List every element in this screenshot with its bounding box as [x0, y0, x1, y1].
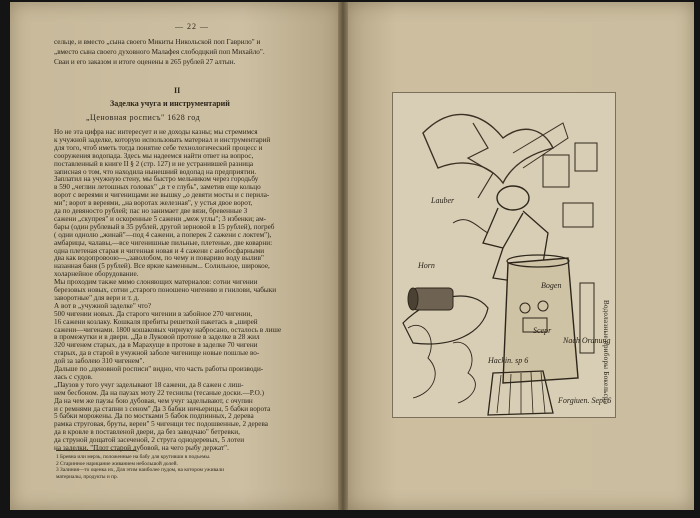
intro-line: Сваи и его заказом и итоге оценены в 265 рублей 27 алтын.: [54, 58, 236, 66]
body-line: одна плетеная старая и чигенная новая и 4 сажени с анебосфарными: [54, 246, 265, 255]
body-line: сажени—чигенами. 1800 кошаковых чирнуку набросано, осталось в лише: [54, 325, 282, 334]
body-line: Дальше по „ценовной росписи" видно, что часть работы производи-: [54, 365, 264, 373]
plate-label-bogen: Bogen: [541, 281, 562, 290]
body-line: ворот с вереями и чигенищами же вышку „о девяти мосты и с перила-: [54, 191, 270, 200]
book-gutter: [338, 2, 348, 510]
body-line: березовых новых, сотни „старого поношено чигению и гнилови, чабыки: [54, 286, 277, 294]
footnote-line: 1 Бревна или мерзь, положенные на бабу для крутивши в подъемы.: [56, 454, 211, 460]
intro-line: сельце, и вместо „сына своего Микиты Никольской поп Гаврило" и: [54, 38, 261, 46]
body-line: Да на чем же паузы бою дубовая, чем учуг заделывают, с очупин: [54, 396, 253, 405]
body-line: 5 бабки морожены. Да по мостками 5 бабок подпинных, 2 дерева: [54, 412, 254, 421]
body-line: для того, чтоб иметь тогда понятие себе технологический процесс и: [54, 143, 263, 152]
body-line: старых, да в старой в учужной заболе чигенище новые пошлые во-: [54, 349, 260, 358]
footnote-line: 3 Залиния—то оценка их, Для этим наиболее пудом, на котором уживали: [56, 467, 225, 474]
plate-label-nach-ordnung: Nach Ordnung: [563, 336, 611, 345]
body-line: на заделки, "Плот старой дубовой, на чего рыбу держат".: [54, 444, 229, 452]
body-line: амбарицы, чалавы,—все чигенишные пильные, плетеные, две коварни:: [54, 238, 273, 247]
body-line: „Паузов у того учуг заделывают 18 сажени, да 8 сажен с лиш-: [54, 380, 244, 389]
body-line: рамка струговая, бруты, вереи" 5 чигенщи тес подошвенные, 2 дерева: [54, 420, 268, 429]
body-line: 500 чигении новых. Да старого чигении в забойное 270 чигении,: [54, 309, 253, 318]
footnote-line: материалы, продукты и пр.: [56, 473, 118, 480]
intro-line: „вместо сына своего духовного Малафея слободцкий поп Михайло".: [54, 48, 265, 56]
body-line: сажени „скупрея" и оскоренные 5 сажени „меж углы"; 3 избенки; ам-: [54, 214, 267, 223]
chapter-number: II: [174, 86, 181, 95]
footnote-rule: [56, 450, 136, 451]
footnote-line: 2 Старинное нарицание живанием небольшой долей.: [56, 460, 178, 467]
plate-label-horn: Horn: [418, 261, 435, 270]
body-line: заворотные" для вери и т. д.: [54, 293, 140, 302]
page-number: — 22 —: [175, 22, 209, 31]
body-line: записная о том, что находила нынешний водопад на предприятии.: [54, 167, 257, 176]
plate-label-hackin: Hackin. sp 6: [488, 356, 529, 365]
body-line: и с ремнями да стапни з сеном" Да 3 бабки ничьерицы, 5 бабки ворота: [54, 404, 271, 413]
body-line: поставленный в книге II § 2 (стр. 127) и не устранившей разница: [54, 159, 254, 168]
body-line: да струной дощатой засеченой, 2 струга однодеревых, 5 лотеи: [54, 436, 245, 445]
plate-label-scepr: Scepr: [533, 326, 552, 335]
body-line: дой за заболею 310 чигенем".: [54, 357, 145, 366]
body-line: А вот в „учужной заделке" что?: [54, 301, 152, 310]
body-line: сооружения водопада. Здесь мы надеемся найти ответ на вопрос,: [54, 151, 254, 160]
body-line: нем бесбоном. Да на паузах моту 22 теснилы (тесаные доски.—Р.О.): [54, 388, 265, 397]
body-line: бары (один рублевый в 35 рублей, другой зерновой в 15 рублей), погреб: [54, 222, 275, 231]
body-line: ( одни однолю „жинай"—под 4 сажени, а поперек 2 сажени с локтем"),: [54, 230, 272, 239]
body-line: да в кровле в поставленой двери, да без заводчаю" бетревки,: [54, 428, 240, 437]
body-line: лась с судов.: [54, 372, 93, 381]
body-line: в 590 „чеглин летошных головах" „в т е глубь", заметив еще кольцо: [54, 183, 261, 192]
body-line: назанная баня (5 рублей). Все яркие каменным... Солильное, широкое,: [54, 262, 270, 271]
plate-label-lauber: Lauber: [431, 196, 455, 205]
body-line: в промежутки и в двери. „Да в Луковой протоне в заделке в 28 жил: [54, 333, 260, 342]
body-line: 320 чигенем старых, да в Марахуще в протоке в заделке 70 чигени: [54, 341, 258, 350]
body-line: холарнейное оборудование.: [54, 270, 139, 279]
chapter-subtitle: „Ценовная росписъ" 1628 год: [86, 113, 201, 122]
plate-caption: Водолазные приборы Бокельсра: [602, 300, 610, 405]
plate-label-forgiuen: Forgiuen. Sept 6: [558, 396, 612, 405]
body-line: Заплатил на учужную стену, мы быстро мельником через городьбу: [54, 175, 259, 184]
diving-apparatus-engraving: [393, 93, 615, 417]
illustration-plate: [392, 92, 616, 418]
body-line: да по девяносто рублей; пас но занимает две вязи, бревенные 3: [54, 207, 248, 215]
body-line: Мы проходим также мимо слоняющих материалов: сотни чигении: [54, 278, 258, 287]
body-line: ми"; ворот в вереями, „на воротах железная", у устья двое ворот,: [54, 199, 253, 208]
chapter-title: Заделка учуга и инструментарий: [110, 99, 230, 108]
body-line: к учужной заделке, которую использовать материал и инструментарий: [54, 135, 271, 144]
body-line: Но не эта цифра нас интересует и не доходы казны; мы стремимся: [54, 128, 258, 136]
body-line: 16 сажени козлаку. Кошкаля пребиты решеткой пакетась в „ширей: [54, 317, 258, 326]
body-line: два как водопровоою—„заволобом, по чему и повариво воду вылив": [54, 254, 264, 263]
